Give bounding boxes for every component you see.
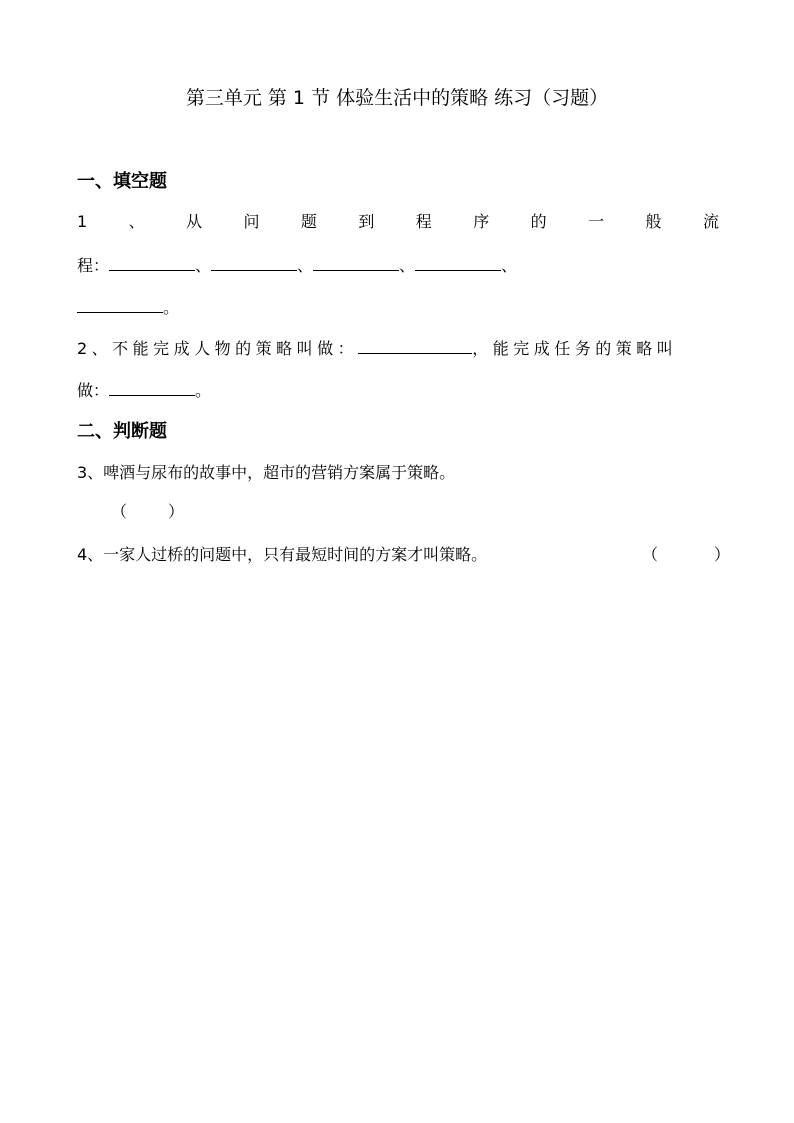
- question-3-text: 3、啤酒与尿布的故事中，超市的营销方案属于策略。: [77, 463, 456, 482]
- question-1-line-2: [77, 254, 517, 277]
- q1-continuation: 程：: [77, 256, 110, 275]
- q1-char: 1: [77, 212, 88, 231]
- end-mark: 。: [195, 381, 212, 400]
- question-4-text: 4、一家人过桥的问题中，只有最短时间的方案才叫策略。: [77, 545, 488, 564]
- q2-text-1: 2、不能完成人物的策略叫做：: [77, 339, 359, 358]
- section-fill-in-blank: 一、填空题: [77, 171, 167, 192]
- q1-char: 流: [702, 212, 719, 231]
- q1-char: 的: [530, 212, 547, 231]
- q4-paren-open: （: [642, 545, 659, 564]
- q3-paren-open: （: [111, 502, 128, 521]
- q2-text-2: ，能完成任务的策略叫: [472, 339, 678, 358]
- blank-4[interactable]: [415, 254, 501, 271]
- blank-6[interactable]: [358, 337, 472, 354]
- q1-char: 题: [300, 212, 317, 231]
- q1-char: 一: [588, 212, 605, 231]
- q1-char: 序: [473, 212, 490, 231]
- question-2-line-1: [77, 337, 677, 360]
- page-title: 第三单元 第 1 节 体验生活中的策略 练习（习题）: [185, 87, 609, 109]
- q1-char: 般: [645, 212, 662, 231]
- blank-5[interactable]: [77, 296, 163, 313]
- question-1-line-1: [77, 211, 719, 233]
- separator: 、: [195, 256, 212, 275]
- end-mark: 。: [163, 298, 180, 317]
- blank-1[interactable]: [109, 254, 195, 271]
- q1-char: 程: [415, 212, 432, 231]
- separator: 、: [297, 256, 314, 275]
- question-1-line-3: [77, 296, 179, 319]
- q1-char: 从: [186, 212, 203, 231]
- blank-3[interactable]: [313, 254, 399, 271]
- blank-2[interactable]: [211, 254, 297, 271]
- q3-paren-close: ）: [168, 502, 185, 521]
- separator: 、: [399, 256, 416, 275]
- separator: 、: [501, 256, 518, 275]
- question-2-line-2: [77, 379, 211, 402]
- q1-char: 到: [358, 212, 375, 231]
- q1-char: 、: [128, 212, 145, 231]
- q2-text-3: 做：: [77, 381, 110, 400]
- q4-paren-close: ）: [714, 545, 731, 564]
- q1-char: 问: [243, 212, 260, 231]
- section-true-false: 二、判断题: [77, 421, 167, 442]
- blank-7[interactable]: [109, 379, 195, 396]
